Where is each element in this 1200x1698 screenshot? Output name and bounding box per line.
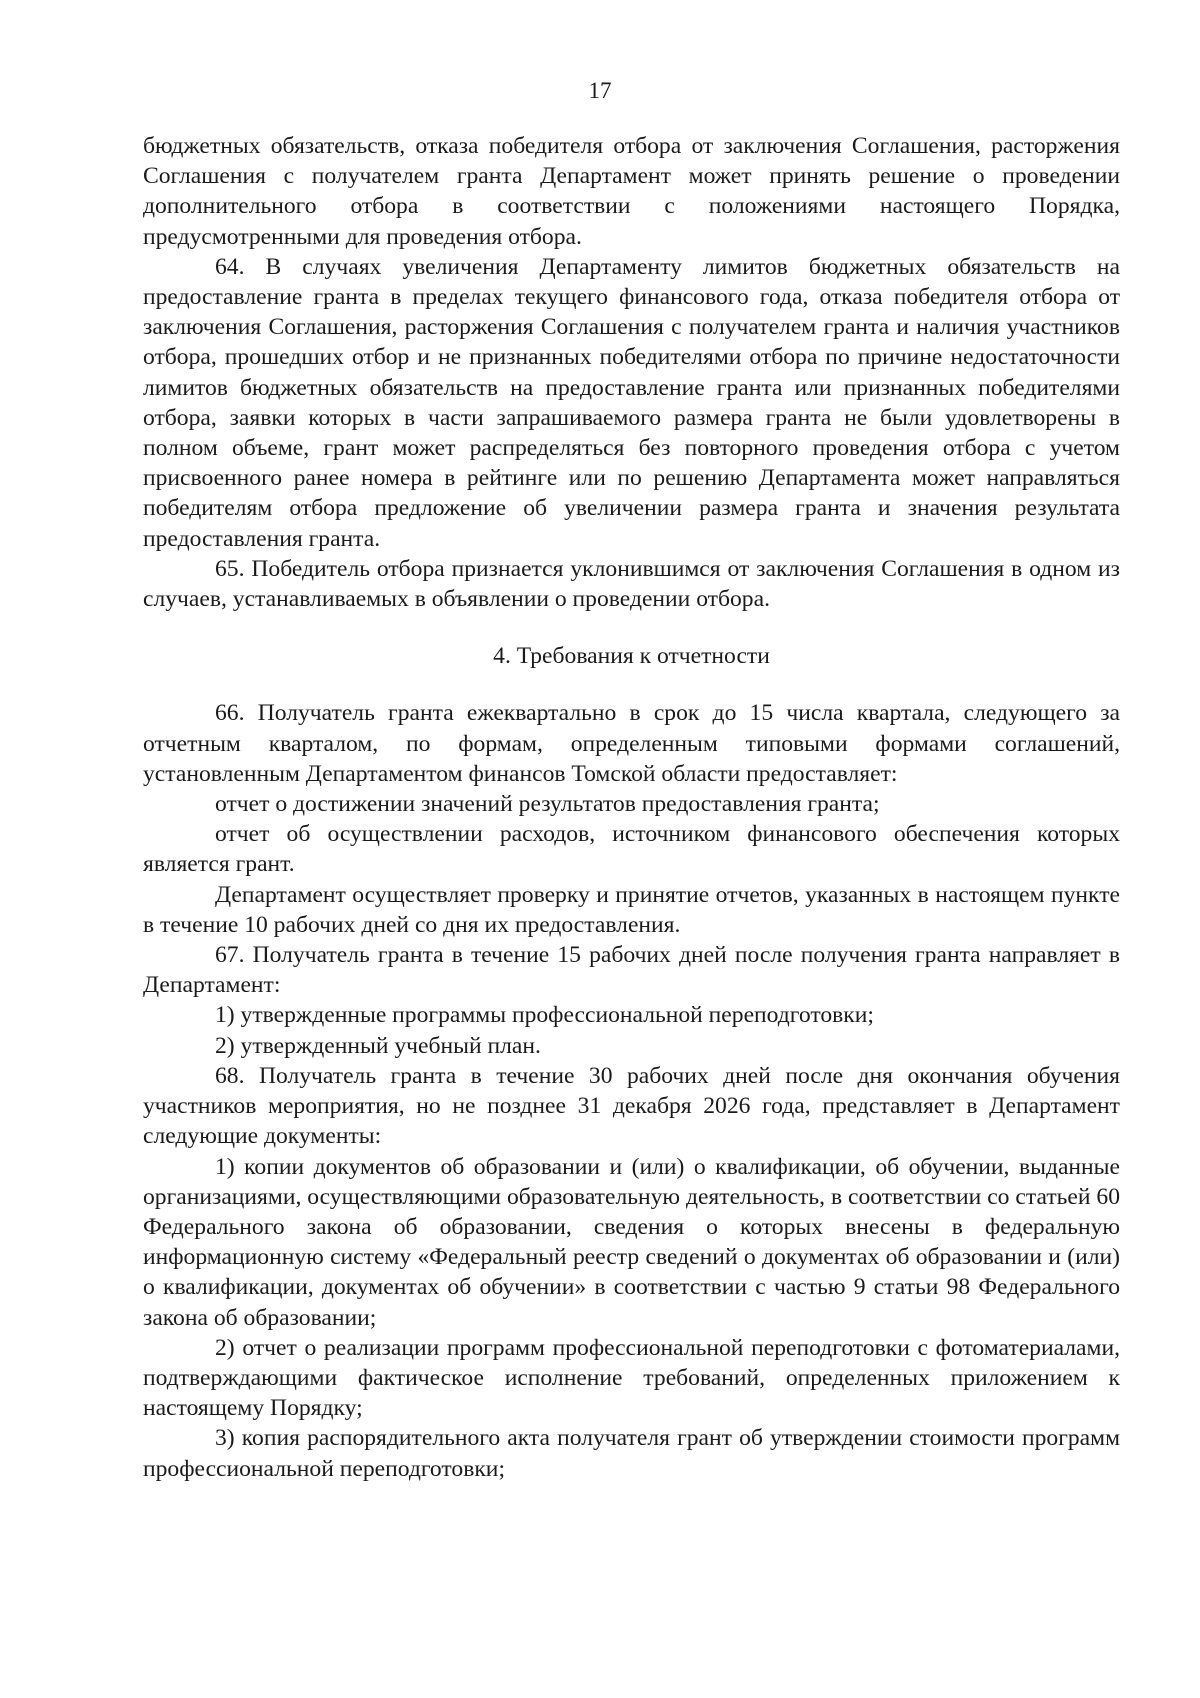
paragraph-65: 65. Победитель отбора признается уклонившимся от заключения Соглашения в одном из случаев, устанавливаемых в объявлении о проведении отбора. xyxy=(143,555,1120,613)
document-body xyxy=(143,131,1120,1484)
paragraph-continuation: бюджетных обязательств, отказа победителя отбора от заключения Соглашения, расторжения Соглашения с получателем гранта Департамент может принять решение о проведении дополнительного отбора в соответствии с положениями настоящего Порядка, предусмотренными для проведения отбора. xyxy=(143,133,1120,250)
paragraph-67-item-2: 2) утвержденный учебный план. xyxy=(215,1032,541,1059)
paragraph-66-item-2: отчет об осуществлении расходов, источником финансового обеспечения которых является грант. xyxy=(143,821,1120,878)
paragraph-68: 68. Получатель гранта в течение 30 рабочих дней после дня окончания обучения участников мероприятия, но не позднее 31 декабря 2026 года, представляет в Департамент следующие документы: xyxy=(143,1062,1120,1150)
paragraph-67: 67. Получатель гранта в течение 15 рабочих дней после получения гранта направляет в Департамент: xyxy=(143,942,1120,999)
paragraph-66-check: Департамент осуществляет проверку и принятие отчетов, указанных в настоящем пункте в течение 10 рабочих дней со дня их предоставления. xyxy=(143,881,1120,938)
section-heading: 4. Требования к отчетности xyxy=(493,643,770,670)
paragraph-66-item-1: отчет о достижении значений результатов предоставления гранта; xyxy=(215,791,880,818)
paragraph-66: 66. Получатель гранта ежеквартально в срок до 15 числа квартала, следующего за отчетным кварталом, по формам, определенным типовыми формами соглашений, установленным Департаментом финансов Томской области предоставляет: xyxy=(143,700,1120,787)
paragraph-68-item-2: 2) отчет о реализации программ профессиональной переподготовки с фотоматериалами, подтверждающими фактическое исполнение требований, определенных приложением к настоящему Порядку; xyxy=(143,1334,1120,1422)
paragraph-68-item-1: 1) копии документов об образовании и (или) о квалификации, об обучении, выданные организациями, осуществляющими образовательную деятельность, в соответствии со статьей 60 Федерального закона об образовании, сведения о которых внесены в федеральную информационную систему «Федеральный реестр сведений о документах об образовании и (или) о квалификации, документах об обучении» в соответствии с частью 9 статьи 98 Федерального закона об образовании; xyxy=(143,1153,1120,1331)
page-number: 17 xyxy=(588,78,612,103)
paragraph-68-item-3: 3) копия распорядительного акта получателя грант об утверждении стоимости программ профессиональной переподготовки; xyxy=(143,1425,1120,1482)
paragraph-64: 64. В случаях увеличения Департаменту лимитов бюджетных обязательств на предоставление гранта в пределах текущего финансового года, отказа победителя отбора от заключения Соглашения, расторжения Соглашения с получателем гранта и наличия участников отбора, прошедших отбор и не признанных победителями отбора по причине недостаточности лимитов бюджетных обязательств на предоставление гранта или признанных победителями отбора, заявки которых в части запрашиваемого размера гранта не были удовлетворены в полном объеме, грант может распределяться без повторного проведения отбора с учетом присвоенного ранее номера в рейтинге или по решению Департамента может направляться победителям отбора предложение об увеличении размера гранта и значения результата предоставления гранта. xyxy=(143,253,1120,552)
paragraph-67-item-1: 1) утвержденные программы профессиональной переподготовки; xyxy=(215,1002,874,1029)
